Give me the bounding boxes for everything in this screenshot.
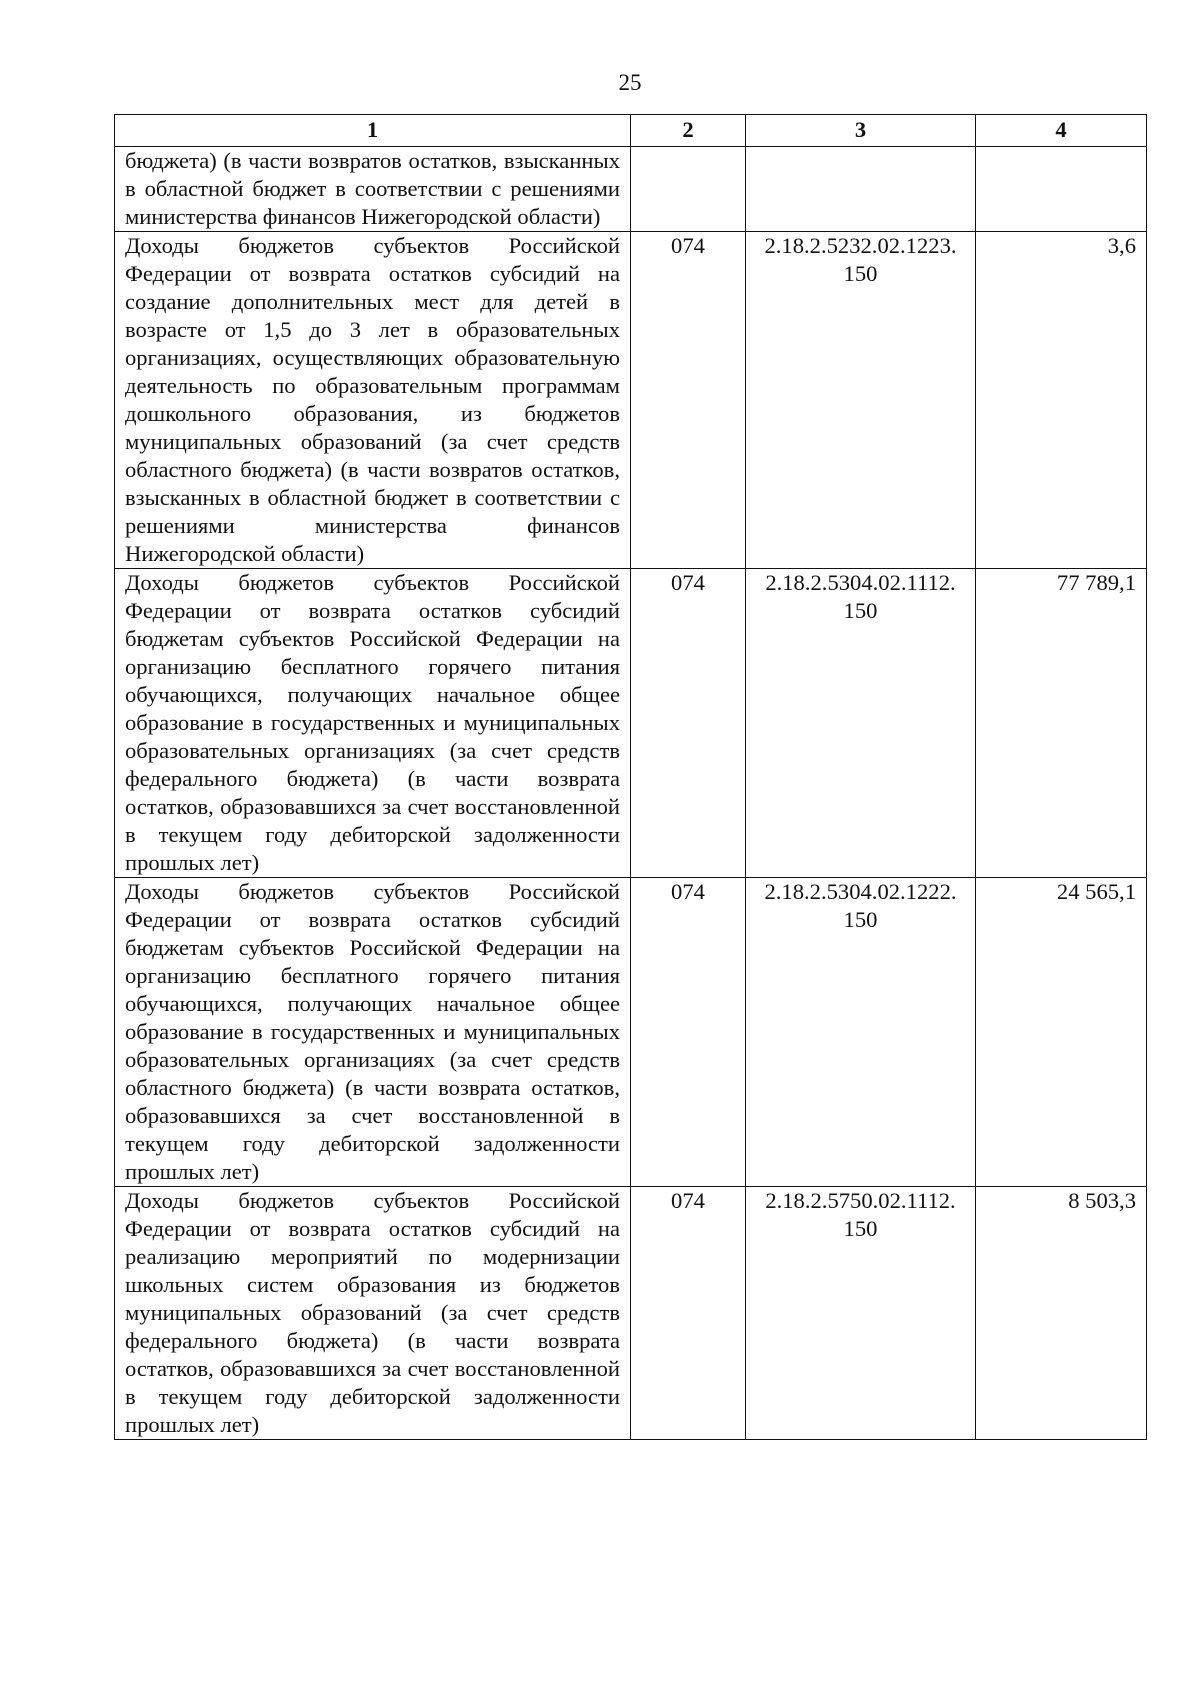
row-revenue-code: 2.18.2.5750.02.1112. 150 bbox=[746, 1187, 976, 1440]
header-col-3: 3 bbox=[746, 115, 976, 147]
row-amount bbox=[976, 147, 1147, 232]
table-row bbox=[115, 147, 1147, 232]
table-row bbox=[115, 878, 1147, 1187]
row-admin-code: 074 bbox=[631, 569, 746, 878]
table-header bbox=[115, 115, 1147, 147]
row-description: Доходы бюджетов субъектов Российской Федерации от возврата остатков субсидий на реализацию мероприятий по модернизации школьных систем образования из бюджетов муниципальных образований (за счет средств федерального бюджета) (в части возврата остатков, образовавшихся за счет восстановленной в текущем году дебиторской задолженности прошлых лет) bbox=[115, 1187, 631, 1440]
table-row bbox=[115, 232, 1147, 569]
table-body bbox=[115, 147, 1147, 1440]
table-row bbox=[115, 1187, 1147, 1440]
row-amount: 77 789,1 bbox=[976, 569, 1147, 878]
row-description: бюджета) (в части возвратов остатков, взысканных в областной бюджет в соответствии с решениями министерства финансов Нижегородской области) bbox=[115, 147, 631, 232]
revenue-table bbox=[114, 114, 1147, 1440]
row-revenue-code: 2.18.2.5304.02.1222. 150 bbox=[746, 878, 976, 1187]
row-admin-code: 074 bbox=[631, 1187, 746, 1440]
table-row bbox=[115, 569, 1147, 878]
row-admin-code: 074 bbox=[631, 878, 746, 1187]
header-col-1: 1 bbox=[115, 115, 631, 147]
header-col-4: 4 bbox=[976, 115, 1147, 147]
row-description: Доходы бюджетов субъектов Российской Федерации от возврата остатков субсидий на создание дополнительных мест для детей в возрасте от 1,5 до 3 лет в образовательных организациях, осуществляющих образовательную деятельность по образовательным программам дошкольного образования, из бюджетов муниципальных образований (за счет средств областного бюджета) (в части возвратов остатков, взысканных в областной бюджет в соответствии с решениями министерства финансов Нижегородской области) bbox=[115, 232, 631, 569]
page-number: 25 bbox=[618, 70, 642, 95]
row-description: Доходы бюджетов субъектов Российской Федерации от возврата остатков субсидий бюджетам субъектов Российской Федерации на организацию бесплатного горячего питания обучающихся, получающих начальное общее образование в государственных и муниципальных образовательных организациях (за счет средств областного бюджета) (в части возврата остатков, образовавшихся за счет восстановленной в текущем году дебиторской задолженности прошлых лет) bbox=[115, 878, 631, 1187]
header-col-2: 2 bbox=[631, 115, 746, 147]
row-description: Доходы бюджетов субъектов Российской Федерации от возврата остатков субсидий бюджетам субъектов Российской Федерации на организацию бесплатного горячего питания обучающихся, получающих начальное общее образование в государственных и муниципальных образовательных организациях (за счет средств федерального бюджета) (в части возврата остатков, образовавшихся за счет восстановленной в текущем году дебиторской задолженности прошлых лет) bbox=[115, 569, 631, 878]
row-amount: 3,6 bbox=[976, 232, 1147, 569]
row-amount: 8 503,3 bbox=[976, 1187, 1147, 1440]
row-revenue-code: 2.18.2.5304.02.1112. 150 bbox=[746, 569, 976, 878]
row-admin-code bbox=[631, 147, 746, 232]
row-revenue-code: 2.18.2.5232.02.1223. 150 bbox=[746, 232, 976, 569]
header-row bbox=[115, 115, 1147, 147]
row-revenue-code bbox=[746, 147, 976, 232]
row-amount: 24 565,1 bbox=[976, 878, 1147, 1187]
row-admin-code: 074 bbox=[631, 232, 746, 569]
